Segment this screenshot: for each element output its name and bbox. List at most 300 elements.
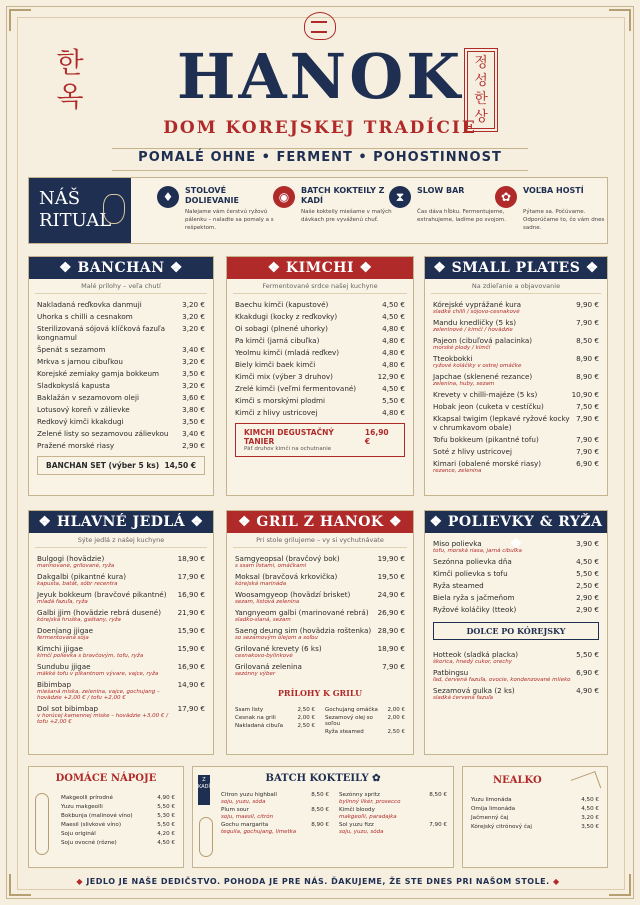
menu-item [325,707,405,713]
menu-item-name-text: Saeng deung sim (hovädzia roštenka) [235,626,372,635]
menu-item-name-text: Nakladaná cibuľa [235,723,283,729]
menu-item-note: makgeolli, paradajka [339,814,397,820]
menu-item-name [471,806,577,813]
batch-right-list [339,790,447,837]
kimchi-panel [226,256,414,496]
menu-item-name [339,822,425,835]
jar-icon [103,194,125,224]
menu-item-name [235,572,374,587]
menu-item-name [433,435,572,444]
menu-item-name [325,715,384,727]
menu-item-name-text: Sezamová gulka (2 ks) [433,686,515,695]
menu-item-name-text: Patbingsu [433,668,469,677]
soups-panel [424,510,608,755]
menu-item-name-text: Zelené listy so sezamovou zálievkou [37,429,169,438]
kimchi-title: ❖ KIMCHI ❖ [227,257,413,279]
menu-item-price: 10,90 € [571,390,599,399]
menu-item-name-text: Makgeolli prírodné [61,795,113,801]
banchan-subtitle: Malé prílohy – veľa chutí [35,279,207,294]
menu-item-price: 8,90 € [311,822,329,828]
kimchi-tasting-note: Päť druhov kimči na ochutnanie [244,446,332,452]
small-plates-title-text: SMALL PLATES [451,260,581,276]
menu-item [37,357,205,366]
menu-item [433,354,599,369]
divider [112,170,528,171]
menu-item-price: 4,80 € [382,408,405,417]
diamond-icon: ◆ [552,877,560,886]
menu-item [235,312,405,321]
menu-item-price: 3,60 € [182,393,205,402]
menu-item-name [221,807,307,820]
menu-item-name-text: Ryža steamed [433,581,484,590]
menu-item-name [433,686,572,701]
menu-item-price: 5,50 € [382,396,405,405]
menu-item-name-text: Dol sot bibimbap [37,704,99,713]
ritual-item-title: BATCH KOKTEILY Z KADÍ [301,186,385,205]
menu-item-price: 3,50 € [581,824,599,830]
menu-item-name [61,840,153,847]
menu-item-price: 24,90 € [377,590,405,599]
menu-item-price: 4,50 € [581,797,599,803]
menu-item-price: 19,90 € [377,554,405,563]
menu-item-name-text: Špenát s sezamom [37,345,106,354]
menu-item-note: soju, yuzu, sóda [221,799,266,805]
menu-item [471,806,599,813]
menu-item-price: 3,40 € [182,429,205,438]
small-plates-list [425,294,607,474]
menu-item-name [433,581,572,590]
menu-item-name [433,402,572,411]
menu-item-name-text: Hotteok (sladká placka) [433,650,519,659]
ritual-item-title: STOLOVÉ DOLIEVANIE [185,186,239,205]
menu-item-name-text: Kimči z hlivy ustricovej [235,408,318,417]
menu-item [37,417,205,426]
flower-icon: ✿ [372,773,381,784]
menu-item [61,822,175,829]
menu-item-name-text: Miso polievka [433,539,482,548]
menu-item-price: 5,50 € [576,650,599,659]
menu-item-name [37,704,174,725]
menu-item [235,662,405,677]
menu-item-name [471,824,577,831]
soups-title: ❖ POLIEVKY & RYŽA ❖ [425,511,607,533]
menu-item [433,593,599,602]
menu-item-name-text: Kimari (obalené morské riasy) [433,459,542,468]
banchan-list [29,294,213,450]
menu-item [235,626,405,641]
menu-item-price: 3,20 € [182,324,205,333]
menu-item [433,390,599,399]
menu-item-price: 18,90 € [377,644,405,653]
menu-item-name [471,797,577,804]
menu-item-price: 4,50 € [576,557,599,566]
menu-item-note: kórejská marináda [235,581,287,587]
menu-item-price: 4,20 € [157,831,175,837]
menu-item-name [37,662,174,677]
menu-item-name [235,626,374,641]
menu-item [37,312,205,321]
menu-item-name [37,608,174,623]
restaurant-title: HANOK [176,40,464,113]
menu-item-note: ryžové koláčiky v ostrej omáčke [433,363,522,369]
menu-item [433,459,599,474]
bottle-icon [35,793,49,855]
menu-item-price: 3,20 € [182,300,205,309]
menu-item-name-text: Kimči mix (výber 3 druhov) [235,372,333,381]
menu-item-price: 15,90 € [177,644,205,653]
banchan-set-price: 14,50 € [164,461,196,470]
menu-item-name [37,300,178,309]
menu-item-price: 3,50 € [182,369,205,378]
menu-item [37,324,205,342]
ritual-item [495,184,613,240]
menu-item [325,729,405,735]
menu-item-price: 3,20 € [182,312,205,321]
menu-item [235,300,405,309]
menu-item [37,590,205,605]
menu-item-name-text: Bulgogi (hovädzie) [37,554,105,563]
menu-item [235,384,405,393]
menu-item-name [37,441,178,450]
menu-item-note: zeleninové / kimčí / hovädzie [433,327,513,333]
menu-item-note: mladá fazuľa, ryža [37,599,88,605]
menu-item-name [37,312,178,321]
menu-item-name-text: Sezónny spritz [339,792,380,798]
menu-item-name-text: Zrelé kimči (veľmi fermentované) [235,384,357,393]
menu-item [61,813,175,820]
menu-item-name [325,707,384,713]
menu-item-name [235,396,378,405]
menu-item-price: 6,90 € [576,459,599,468]
menu-item-note: soju, maesil, citrón [221,814,274,820]
menu-item-price: 2,50 € [387,729,405,735]
menu-item-name-text: Redkový kimči kkakdugi [37,417,124,426]
menu-item-name [433,300,572,315]
menu-item-name-text: Omija limonáda [471,806,516,812]
menu-item-note: cesnakovo-bylinkové [235,653,293,659]
menu-item [37,393,205,402]
batch-title-text: BATCH KOKTEILY [265,773,369,784]
menu-item [61,831,175,838]
menu-item-name [433,557,572,566]
menu-item-price: 5,50 € [157,804,175,810]
menu-item-note: sladko-slaná, sezam [235,617,291,623]
menu-item-name [235,408,378,417]
menu-item-note: kórejská hruška, gaštany, ryža [37,617,121,623]
menu-item-note: tofu, morská riasa, jarná cibuľka [433,548,522,554]
grill-sides [227,705,413,737]
shaker-icon [199,817,213,857]
mains-list [29,548,213,725]
menu-item [433,336,599,351]
menu-item-name [339,807,443,820]
dessert-title: DOLCE PO KÓREJSKY [433,622,599,640]
menu-item-name [37,381,178,390]
menu-item-name-text: Grilovaná zelenina [235,662,302,671]
menu-item-name [433,372,572,387]
corner-ornament [609,874,631,896]
hanok-roof-logo-icon [304,12,336,40]
menu-item-name [37,644,174,659]
ritual-item [157,184,275,240]
menu-item-name-text: Hobak jeon (cuketa v cestíčku) [433,402,544,411]
korean-stamp-text: 정성한상 [467,51,495,129]
menu-item-note: fermentovaná sója [37,635,89,641]
menu-item-name [433,569,572,578]
menu-item-name-text: Kkapsal twigim (lepkavé ryžové kocky v chrumkavom obale) [433,414,570,432]
menu-item [37,369,205,378]
menu-item [37,405,205,414]
menu-item-name [37,572,174,587]
banchan-panel [28,256,214,496]
soups-list [425,533,607,614]
menu-item-name-text: Sol yuzu fizz [339,822,374,828]
menu-item-name [37,626,174,641]
menu-item-price: 4,80 € [382,348,405,357]
menu-item-name-text: Plum sour [221,807,249,813]
menu-item-name [235,372,374,381]
menu-item [433,650,599,665]
menu-item-price: 3,20 € [182,381,205,390]
menu-item-name-text: Baechu kimči (kapustové) [235,300,329,309]
banchan-title: ❖ BANCHAN ❖ [29,257,213,279]
menu-item [235,554,405,569]
menu-item-name [235,324,378,333]
restaurant-subtitle: DOM KOREJSKEJ TRADÍCIE [163,118,477,138]
menu-item-note: morské plody / kimčí [433,345,491,351]
menu-item-price: 2,50 € [297,707,315,713]
menu-item-name-text: Kimči bloody [339,807,375,813]
menu-item-price: 2,00 € [387,707,405,713]
ritual-title-line1: NÁŠ [39,188,81,209]
grill-list [227,548,413,677]
menu-item-price: 8,50 € [311,792,329,798]
footer-text: JEDLO JE NAŠE DEDIČSTVO. POHODA JE PRE NÁS. ĎAKUJEME, ŽE STE DNES PRI NAŠOM STOLE. [86,877,550,886]
menu-item [433,686,599,701]
menu-item [61,804,175,811]
menu-item-name-text: Ryža steamed [325,729,364,735]
batch-side-label: Z KADÍ [198,775,210,805]
menu-item-name [433,668,572,683]
menu-item [37,429,205,438]
menu-item-name-text: Ryžové koláčiky (tteok) [433,605,517,614]
menu-item-price: 7,90 € [576,318,599,327]
menu-item [235,707,315,713]
menu-item-price: 19,50 € [377,572,405,581]
grill-title: ❖ GRIL Z HANOK ❖ [227,511,413,533]
menu-item [37,554,205,569]
menu-item-name [433,593,572,602]
menu-item [471,815,599,822]
menu-item-price: 4,80 € [382,360,405,369]
grill-sides-right [325,705,405,737]
menu-item [433,557,599,566]
menu-item-note: sladké chilli / sójovo-cesnakové [433,309,520,315]
menu-item [433,668,599,683]
menu-item-name-text: Bokbunja (malinové víno) [61,813,133,819]
menu-item [471,824,599,831]
small-plates-panel [424,256,608,496]
menu-item-name-text: Tteokbokki [433,354,473,363]
menu-item [61,795,175,802]
menu-item-note: bylinný likér, prosecco [339,799,401,805]
menu-item-note: ľad, červená fazuľa, ovocie, kondenzované mlieko [433,677,571,683]
menu-item-price: 4,80 € [382,336,405,345]
soups-title-text: POLIEVKY & RYŽA [447,514,603,530]
drinks-title: DOMÁCE NÁPOJE [55,773,157,784]
kimchi-tasting-price: 16,90 € [364,428,389,446]
menu-item-name [235,608,374,623]
menu-item-note: miešaná miska, zelenina, vajce, gochujang – hovädzie +2,00 € / tofu +2,00 € [37,689,160,701]
menu-item [37,572,205,587]
menu-item-name-text: Bibimbap [37,680,72,689]
menu-item [221,822,329,835]
menu-item-price: 4,50 € [382,312,405,321]
menu-item-price: 26,90 € [377,608,405,617]
menu-item [235,348,405,357]
menu-item-name-text: Mrkva s jarnou cibuľkou [37,357,123,366]
menu-item-price: 8,50 € [576,336,599,345]
menu-item-name-text: Kórejský citrónový čaj [471,824,532,830]
menu-item-name [235,707,294,713]
menu-item [235,572,405,587]
menu-item-name [235,590,374,605]
menu-item-price: 2,90 € [182,441,205,450]
menu-item-price: 2,90 € [576,593,599,602]
menu-item-price: 4,90 € [157,795,175,801]
menu-item-name [433,318,572,333]
menu-item-price: 21,90 € [177,608,205,617]
drinks-panel [28,766,184,868]
menu-item-name-text: Sezónna polievka dňa [433,557,512,566]
menu-item-note: s ssam listami, omáčkami [235,563,307,569]
korean-title-left: 한옥 [56,46,84,113]
menu-item-name [433,650,572,665]
menu-item-name-text: Doenjang jjigae [37,626,94,635]
batch-left-list [221,790,329,837]
menu-item-name-text: Biely kimči baek kimči [235,360,316,369]
menu-item-price: 18,90 € [177,554,205,563]
menu-item-name [37,393,178,402]
menu-item-name-text: Pražené morské riasy [37,441,115,450]
menu-item [235,372,405,381]
menu-item-name [37,680,174,701]
menu-item-price: 3,40 € [182,345,205,354]
menu-item-name-text: Cesnak na grili [235,715,276,721]
menu-item [433,435,599,444]
kimchi-list [227,294,413,417]
barrel-icon: ◉ [273,186,295,208]
menu-item-price: 3,20 € [581,815,599,821]
menu-item-name [61,831,153,838]
ritual-heading [29,178,131,243]
banchan-title-text: BANCHAN [77,260,165,276]
tagline: POMALÉ OHNE • FERMENT • POHOSTINNOST [138,150,502,165]
menu-item [235,590,405,605]
menu-item-price: 7,90 € [429,822,447,828]
menu-item-name-text: Krevety v chilli-majéze (5 ks) [433,390,538,399]
grill-sides-left [235,705,315,737]
menu-item-name-text: Yeolmu kimči (mladá reďkev) [235,348,340,357]
menu-item-name-text: Jeyuk bokkeum (bravčové pikantné) [37,590,167,599]
menu-item [235,336,405,345]
menu-item-name [433,459,572,474]
menu-item [37,626,205,641]
menu-item [433,414,599,432]
small-plates-subtitle: Na zdieľanie a objavovanie [431,279,601,294]
menu-item-price: 14,90 € [177,680,205,689]
menu-item-name-text: Gochu margarita [221,822,269,828]
menu-item-name-text: Citron yuzu highball [221,792,277,798]
menu-item-name [235,300,378,309]
menu-item-note: mäkké tofu v pikantnom vývare, vajce, ryža [37,671,159,677]
menu-item [235,715,315,721]
menu-item-name-text: Jačmenný čaj [471,815,509,821]
menu-item-price: 16,90 € [177,662,205,671]
menu-item-name [339,792,425,805]
menu-item-name [433,539,572,554]
menu-item-price: 5,50 € [157,822,175,828]
menu-item-name-text: Woosamgyeop (hovädzí brisket) [235,590,351,599]
menu-item-name [235,662,378,677]
menu-item-note: zelenina, huby, sezam [433,381,495,387]
batch-title [193,773,453,784]
menu-item-name [37,417,178,426]
footer [28,877,608,886]
menu-item-price: 6,90 € [576,668,599,677]
menu-item-name-text: Mandu knedličky (5 ks) [433,318,517,327]
menu-item-name-text: Uhorka s chilli a cesnakom [37,312,133,321]
menu-item-name [61,804,153,811]
menu-item-name-text: Nakladaná reďkovka danmuji [37,300,142,309]
grill-sides-title: PRÍLOHY K GRILU [277,688,363,698]
mains-title: ❖ HLAVNÉ JEDLÁ ❖ [29,511,213,533]
menu-item-name [235,360,378,369]
grill-panel [226,510,414,755]
menu-item-name-text: Biela ryža s jačmeňom [433,593,515,602]
menu-item-name [433,414,572,432]
menu-item-price: 4,50 € [382,300,405,309]
menu-item-price: 8,50 € [429,792,447,798]
menu-item-price: 7,90 € [576,435,599,444]
menu-item [235,396,405,405]
menu-item-price: 2,50 € [576,581,599,590]
menu-item [37,704,205,725]
menu-item [37,381,205,390]
menu-item-name [471,815,577,822]
menu-item-name-text: Grilované krevety (6 ks) [235,644,322,653]
menu-item-name-text: Baklažán v sezamovom oleji [37,393,139,402]
menu-item-price: 12,90 € [377,372,405,381]
menu-item [471,797,599,804]
menu-item-price: 7,50 € [576,402,599,411]
batch-columns [193,790,453,837]
mains-title-text: HLAVNÉ JEDLÁ [56,514,186,530]
menu-item-name [37,369,178,378]
menu-item [433,581,599,590]
kimchi-subtitle: Fermentované srdce našej kuchyne [233,279,407,294]
menu-item-name [61,813,153,820]
menu-item-name [37,590,174,605]
menu-item-price: 4,90 € [576,686,599,695]
batch-panel [192,766,454,868]
menu-item-name-text: Soju ovocné (rôzne) [61,840,117,846]
menu-item-name [37,345,178,354]
menu-item-name-text: Yuzu limonáda [471,797,512,803]
small-plates-title: ❖ SMALL PLATES ❖ [425,257,607,279]
menu-item [433,372,599,387]
menu-item-name-text: Moksal (bravčová krkovička) [235,572,338,581]
